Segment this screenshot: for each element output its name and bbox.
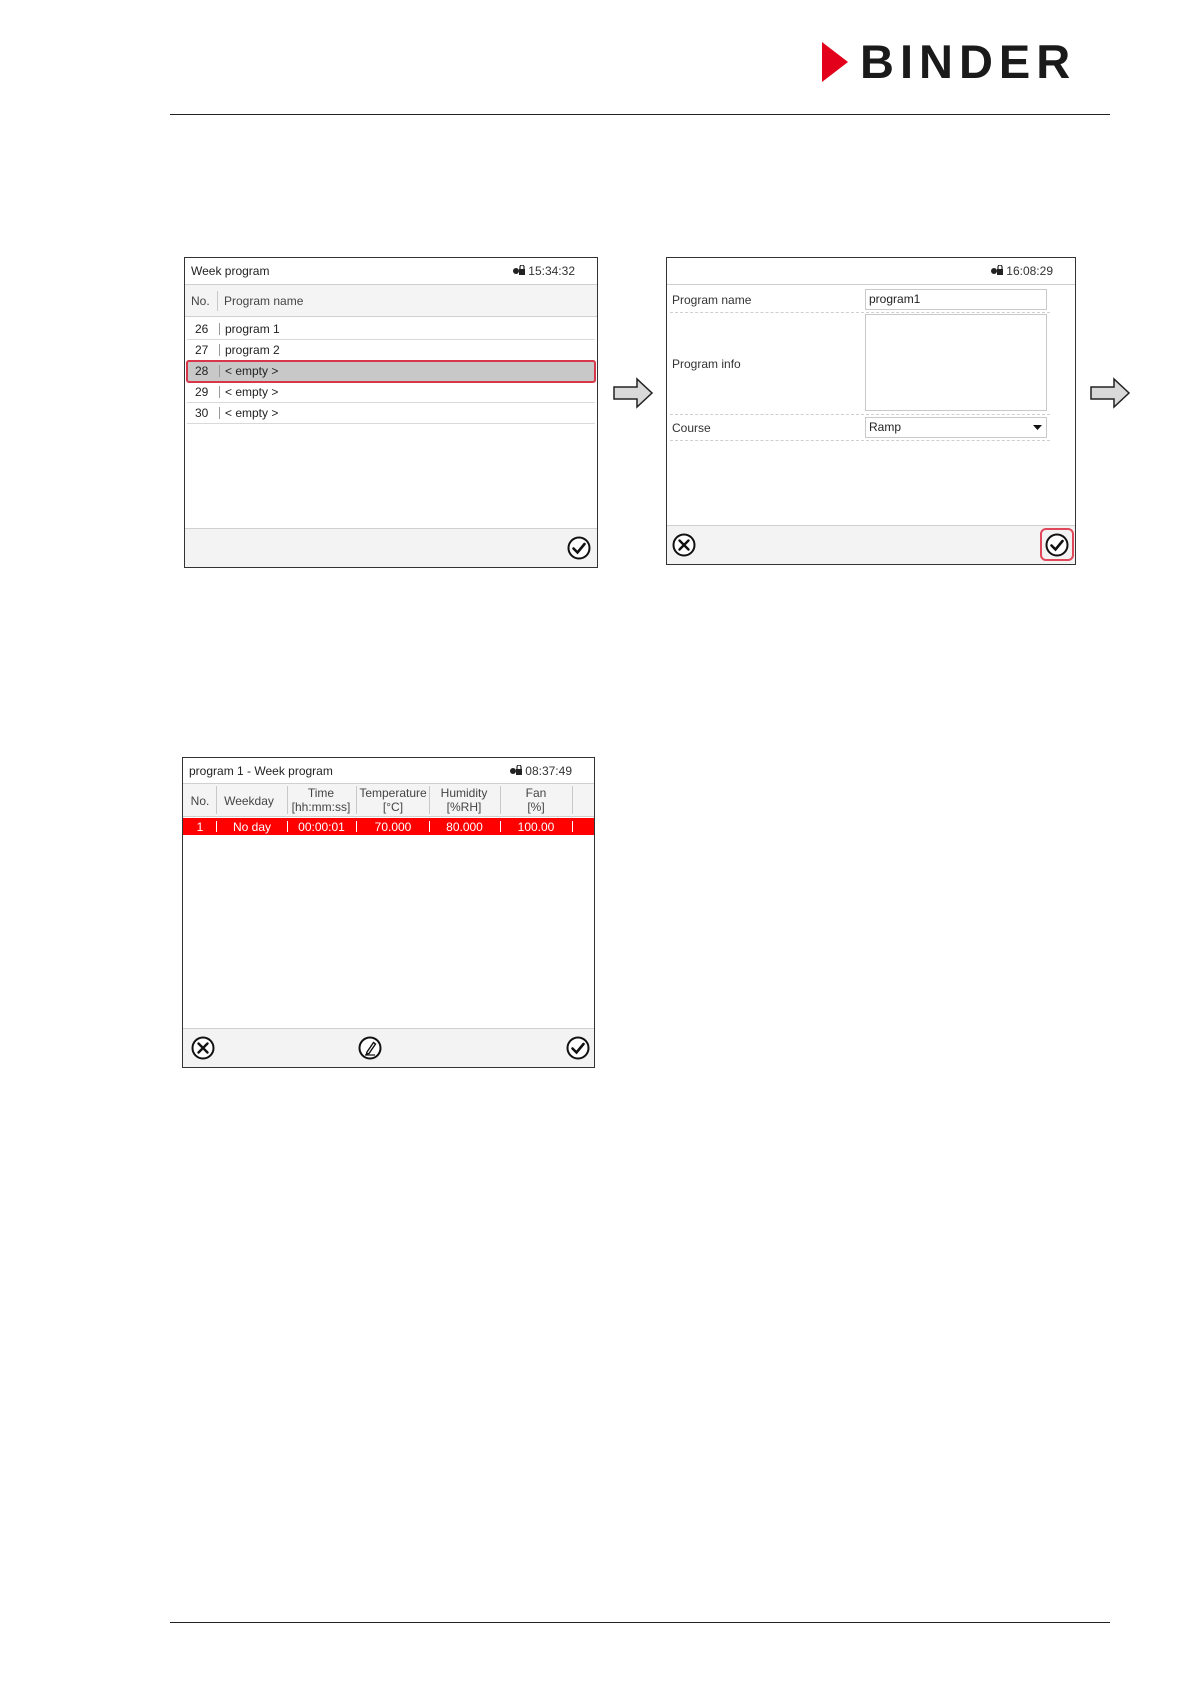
clock-time: 08:37:49 bbox=[525, 764, 572, 778]
checkmark-circle-icon[interactable] bbox=[567, 536, 591, 560]
divider bbox=[670, 312, 1050, 313]
checkmark-circle-icon[interactable] bbox=[566, 1036, 590, 1060]
program-name: program 1 bbox=[225, 322, 280, 336]
list-header bbox=[185, 285, 597, 317]
screen-title: Week program bbox=[191, 264, 270, 278]
header-divider bbox=[170, 114, 1110, 115]
list-item-selected[interactable] bbox=[187, 361, 595, 382]
program-name: program 2 bbox=[225, 343, 280, 357]
col-header-weekday: Weekday bbox=[224, 794, 274, 808]
program-name: < empty > bbox=[225, 364, 279, 378]
course-label: Course bbox=[672, 421, 711, 435]
col-header-no: No. bbox=[190, 794, 210, 808]
col-header-no: No. bbox=[191, 294, 210, 308]
cell-fan: 100.00 bbox=[517, 820, 555, 834]
cell-time: 00:00:01 bbox=[298, 820, 345, 834]
table-header bbox=[183, 784, 594, 817]
divider bbox=[670, 414, 1050, 415]
program-no: 29 bbox=[195, 385, 209, 399]
checkmark-circle-icon[interactable] bbox=[1045, 533, 1069, 557]
program-no: 26 bbox=[195, 322, 209, 336]
program-no: 27 bbox=[195, 343, 209, 357]
lock-icon bbox=[512, 265, 526, 276]
col-header-time: Time [hh:mm:ss] bbox=[291, 786, 351, 814]
cell-no: 1 bbox=[196, 820, 204, 834]
col-divider bbox=[217, 291, 218, 311]
triangle-down-icon bbox=[1033, 425, 1042, 430]
status-clock bbox=[509, 764, 572, 778]
pencil-circle-icon[interactable] bbox=[358, 1036, 382, 1060]
status-clock bbox=[512, 264, 575, 278]
cell-humidity: 80.000 bbox=[446, 820, 483, 834]
program-name-input[interactable]: program1 bbox=[865, 289, 1047, 310]
program-name-label: Program name bbox=[672, 293, 752, 307]
cell-weekday: No day bbox=[232, 820, 272, 834]
col-header-humidity: Humidity [%RH] bbox=[440, 786, 488, 814]
table-row-selected[interactable] bbox=[183, 818, 594, 835]
col-header-fan: Fan [%] bbox=[525, 786, 547, 814]
list-item[interactable] bbox=[187, 382, 595, 403]
title-bar bbox=[185, 258, 597, 285]
program-name: < empty > bbox=[225, 406, 279, 420]
footer-bar bbox=[185, 528, 597, 567]
clock-time: 16:08:29 bbox=[1006, 264, 1053, 278]
divider bbox=[670, 440, 1050, 441]
title-bar bbox=[667, 258, 1075, 285]
program-info-label: Program info bbox=[672, 357, 741, 371]
binder-logo-mark bbox=[820, 42, 850, 82]
screen-title: program 1 - Week program bbox=[189, 764, 333, 778]
week-program-list-screen bbox=[184, 257, 598, 568]
right-arrow-icon bbox=[1088, 376, 1132, 410]
brand-name: BINDER bbox=[860, 35, 1077, 88]
list-item[interactable] bbox=[187, 340, 595, 361]
program-no: 30 bbox=[195, 406, 209, 420]
program-info-textarea[interactable] bbox=[865, 314, 1047, 411]
binder-logo bbox=[820, 35, 1112, 88]
col-header-name: Program name bbox=[224, 294, 304, 308]
title-bar bbox=[183, 758, 594, 784]
list-item[interactable] bbox=[187, 319, 595, 340]
program-no: 28 bbox=[195, 364, 209, 378]
x-circle-icon[interactable] bbox=[191, 1036, 215, 1060]
lock-icon bbox=[990, 265, 1004, 276]
cell-temperature: 70.000 bbox=[374, 820, 412, 834]
week-program-table-screen bbox=[182, 757, 595, 1068]
clock-time: 15:34:32 bbox=[528, 264, 575, 278]
course-selected-value: Ramp bbox=[869, 420, 902, 434]
x-circle-icon[interactable] bbox=[672, 533, 696, 557]
col-header-temperature: Temperature [°C] bbox=[359, 786, 427, 814]
right-arrow-icon bbox=[611, 376, 655, 410]
program-name: < empty > bbox=[225, 385, 279, 399]
new-program-form-screen bbox=[666, 257, 1076, 565]
course-select[interactable] bbox=[865, 417, 1047, 438]
lock-icon bbox=[509, 765, 523, 776]
footer-bar bbox=[183, 1028, 594, 1067]
footer-divider bbox=[170, 1622, 1110, 1623]
status-clock bbox=[990, 264, 1053, 278]
list-item[interactable] bbox=[187, 403, 595, 424]
footer-bar bbox=[667, 525, 1075, 564]
